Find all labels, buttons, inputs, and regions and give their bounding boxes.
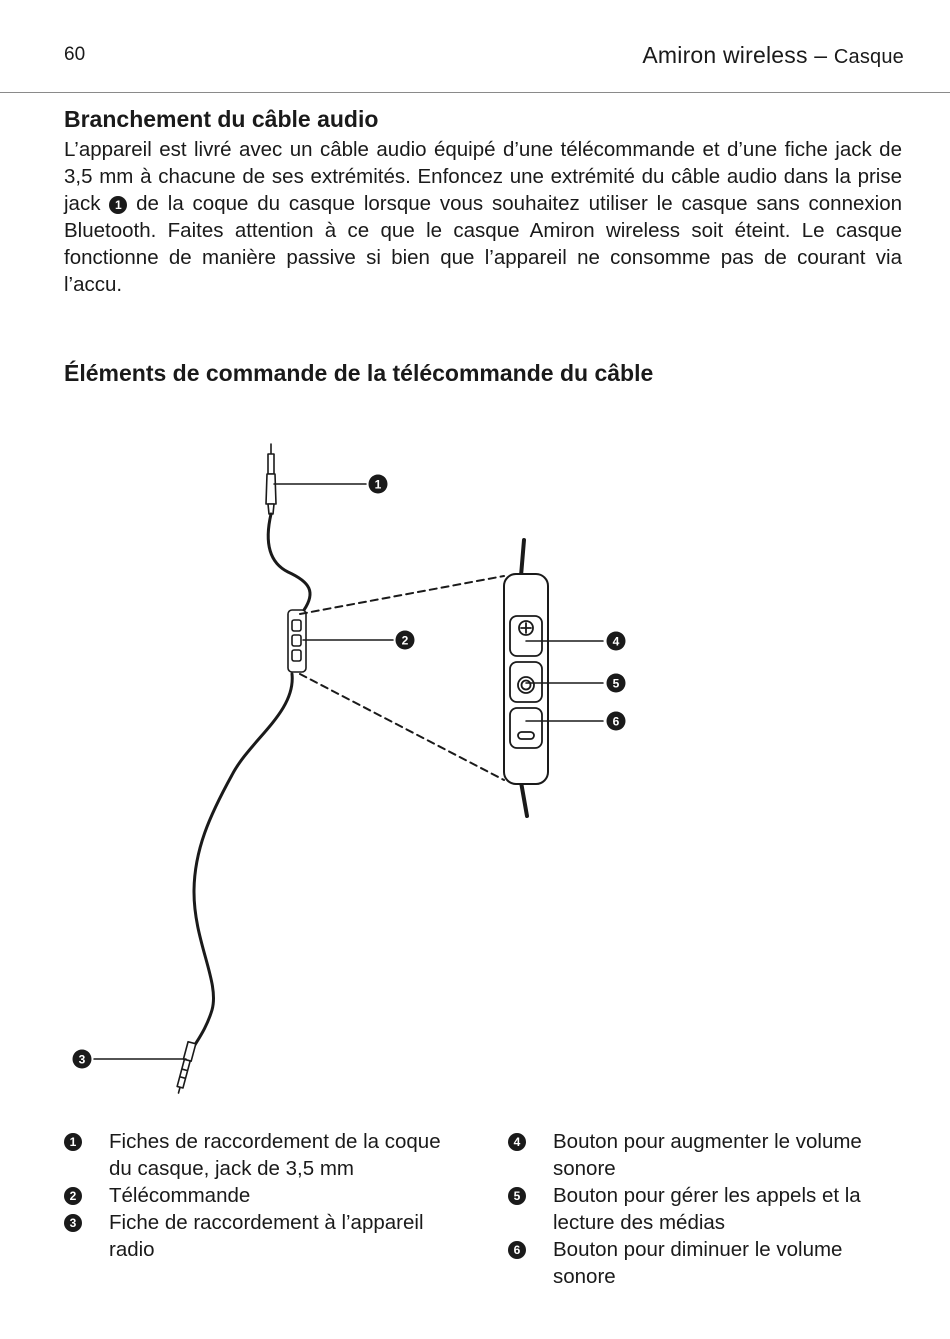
legend-item [64,1182,464,1209]
top-jack-plug [266,444,276,514]
intro-paragraph [64,136,902,298]
intro-text-after: de la coque du casque lorsque vous souhaitez utiliser le casque sans connexion Bluetooth. Faites attention à ce que le casque Amiron wireless soit éteint. Le casque fonctionne de manière passive si bien que l’appareil ne consomme pas de courant via l’accu. [64,192,902,296]
zoom-line-bottom [300,674,504,780]
legend-number: 3 [64,1214,82,1232]
volume-down-button [510,708,542,748]
legend-text: Télécommande [109,1184,251,1207]
section-heading-cable: Branchement du câble audio [64,106,379,132]
large-remote-cable-top [521,540,524,576]
legend-item [508,1128,908,1182]
section-heading-remote: Éléments de commande de la télécommande du câble [64,360,654,386]
page-number: 60 [64,44,86,65]
legend-text: Fiches de raccordement de la coque du casque, jack de 3,5 mm [109,1130,441,1180]
legend-text: Bouton pour diminuer le volume sonore [553,1238,843,1288]
callout-2: 2 [401,633,409,648]
callout-5: 5 [612,676,620,691]
running-head [642,42,904,69]
cable-lower [192,674,292,1050]
cable-remote-diagram [0,430,950,1110]
cable-upper [268,514,310,610]
intro-text-before: L’appareil est livré avec un câble audio équipé d’une télécommande et d’une fiche jack de 3,5 mm à chacune de ses extrémités. Enfoncez une extrémité du câble audio dans la prise jack [64,138,902,215]
legend-item [508,1236,908,1290]
zoom-line-top [300,576,504,614]
header-rule [0,92,950,93]
legend-text: Bouton pour gérer les appels et la lecture des médias [553,1184,861,1234]
legend-number: 1 [64,1133,82,1151]
running-head-subtitle: Casque [833,46,904,68]
legend-left [64,1128,464,1263]
bottom-jack-plug [175,1042,196,1094]
running-head-separator: – [807,42,834,68]
legend-text: Fiche de raccordement à l’appareil radio [109,1211,424,1261]
running-head-title: Amiron wireless [642,42,808,68]
legend-item [64,1209,464,1263]
large-remote-cable-bottom [521,782,527,816]
legend-item [64,1128,464,1182]
callout-6: 6 [612,714,620,729]
legend-text: Bouton pour augmenter le volume sonore [553,1130,862,1180]
legend-right [508,1128,908,1290]
legend-number: 4 [508,1133,526,1151]
legend-item [508,1182,908,1236]
inline-marker-1: 1 [109,196,127,214]
volume-up-button [510,616,542,656]
callout-4: 4 [612,634,620,649]
callout-1: 1 [374,477,382,492]
call-media-button [510,662,542,702]
legend-number: 5 [508,1187,526,1205]
legend-number: 6 [508,1241,526,1259]
callout-3: 3 [78,1052,86,1067]
legend-number: 2 [64,1187,82,1205]
small-remote [288,610,306,672]
